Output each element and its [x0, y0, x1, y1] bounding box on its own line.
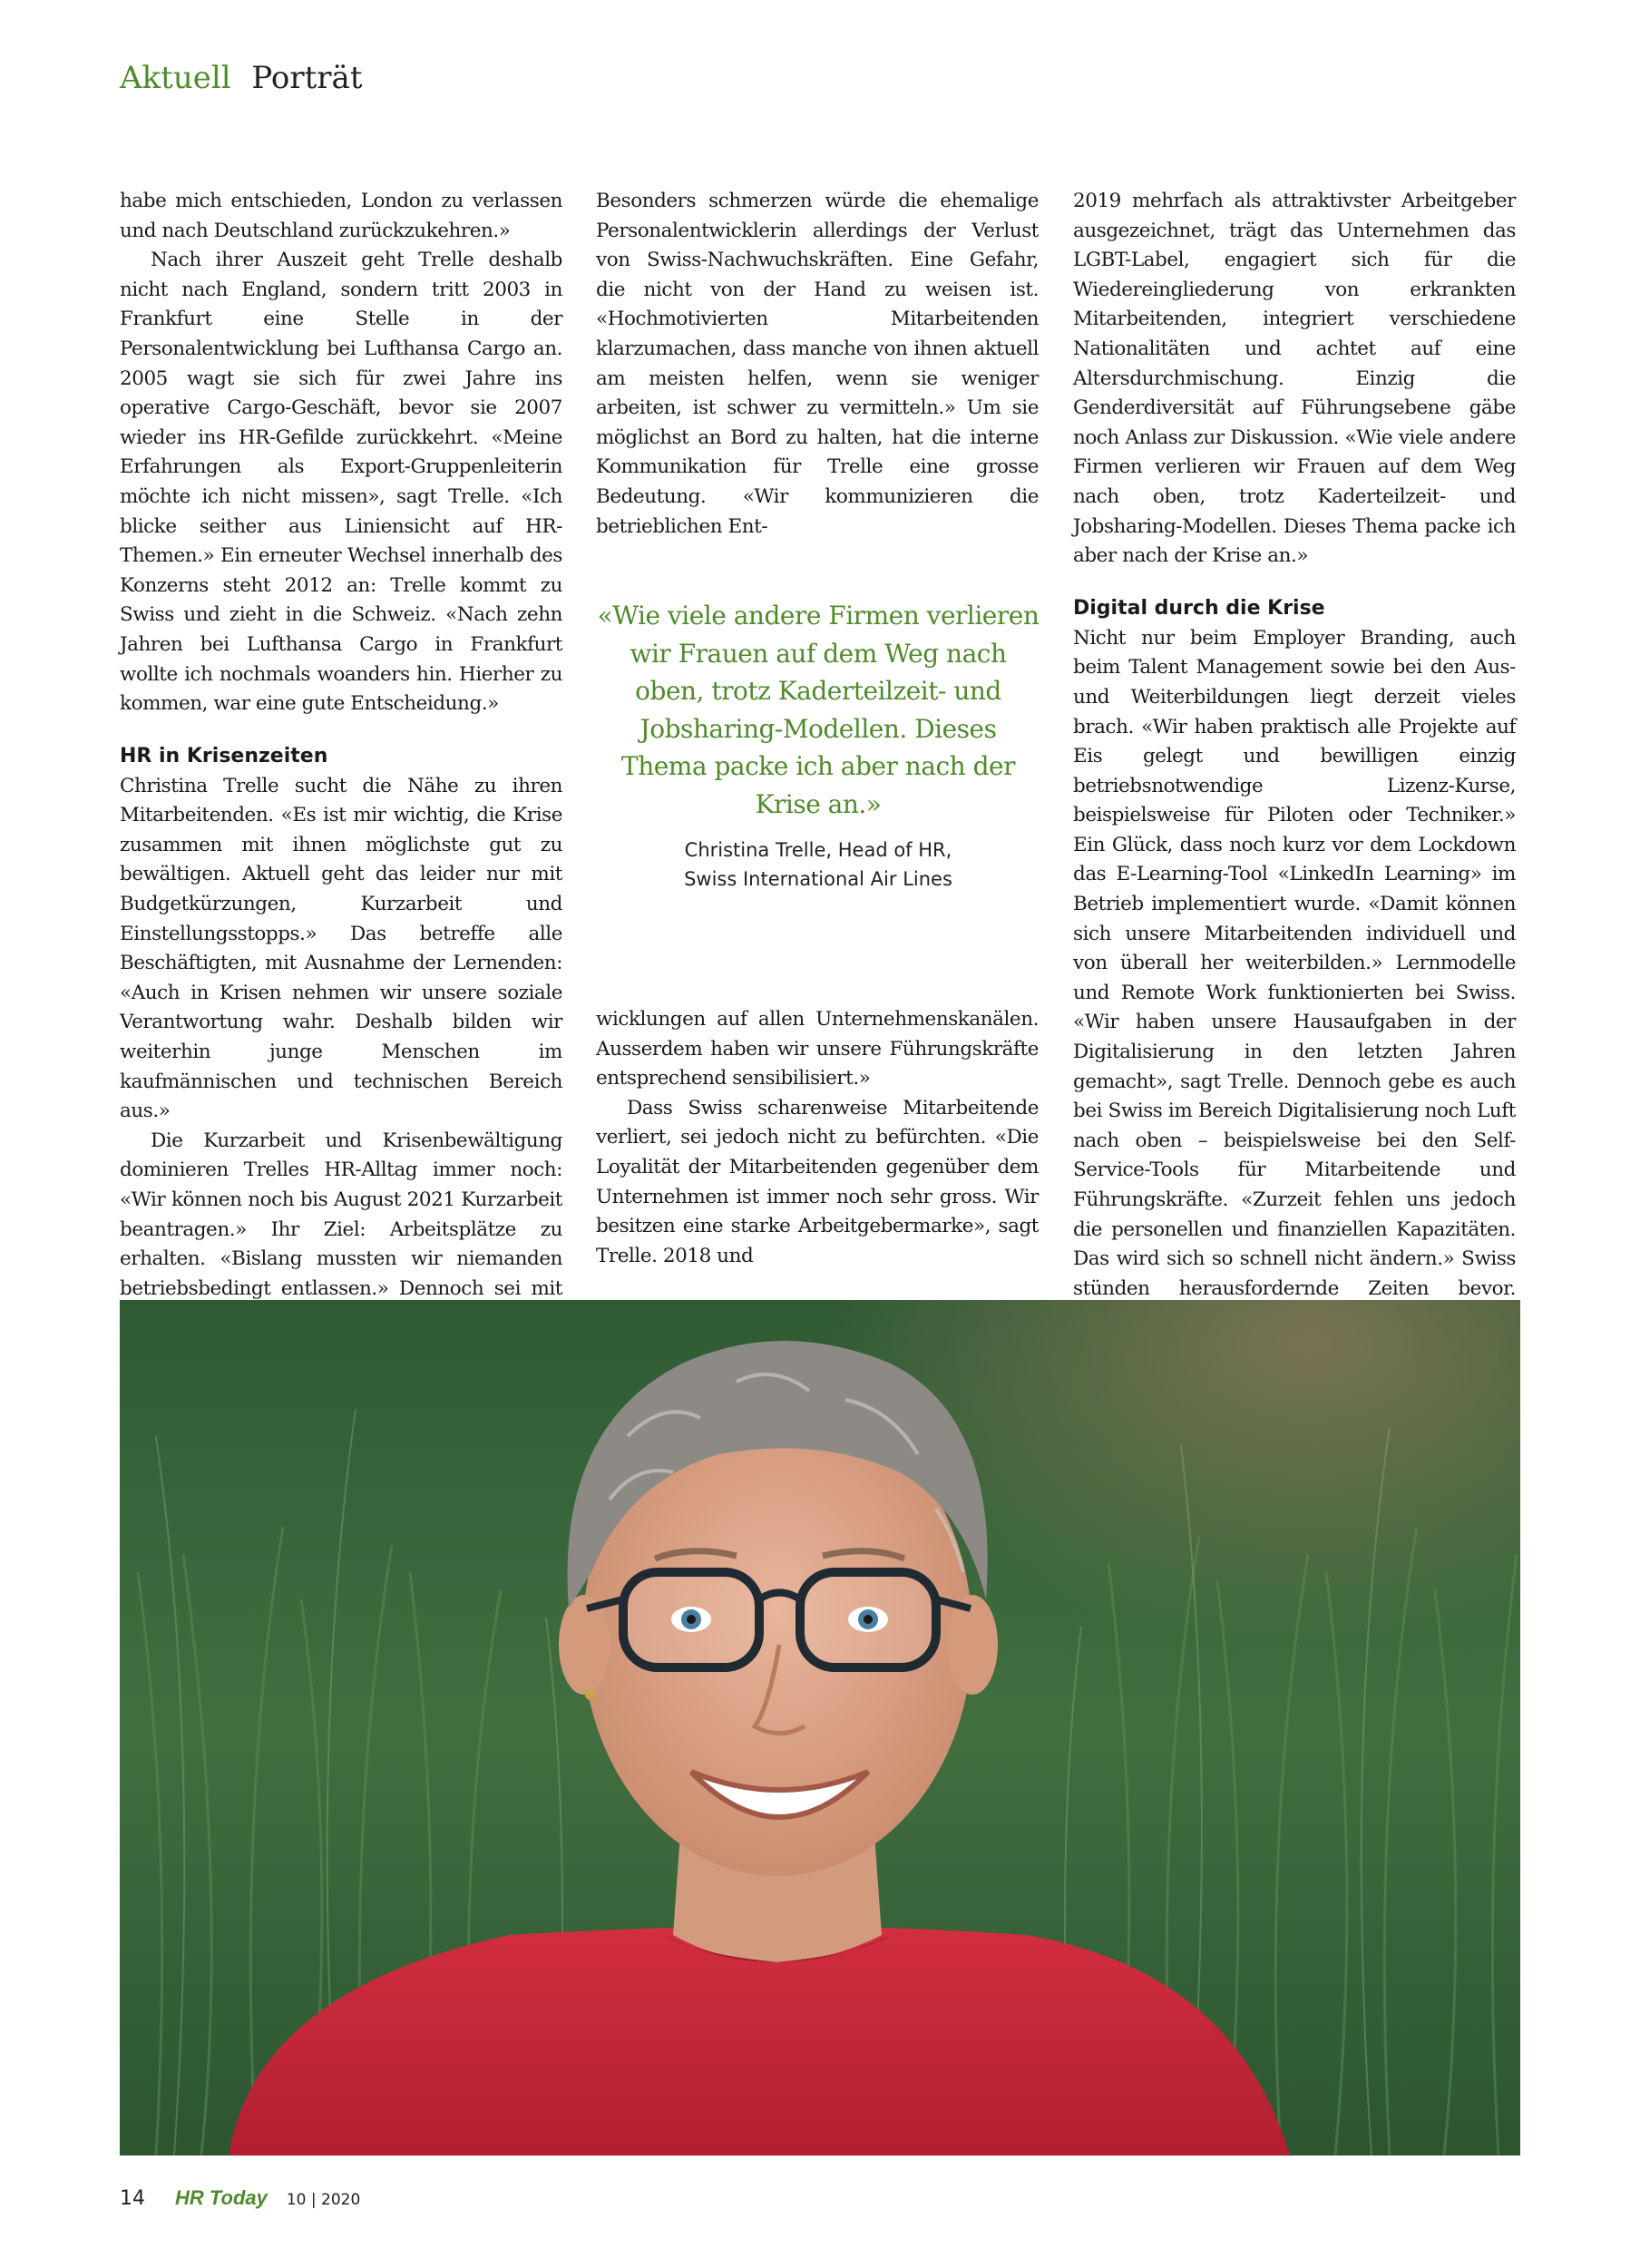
article-column-3 [1073, 187, 1516, 1364]
article-column-1 [120, 187, 562, 1393]
subheading: Digital durch die Krise [1073, 596, 1325, 620]
page-header [120, 60, 362, 96]
page-number: 14 [120, 2187, 145, 2210]
left-ear [559, 1595, 610, 1695]
paragraph: habe mich entschieden, London zu verlassen und nach Deutschland zurückzukehren.» [120, 190, 562, 242]
right-ear [947, 1595, 998, 1695]
article-column-2-top [596, 187, 1039, 542]
paragraph-text: Nicht nur beim Employer Branding, auch beim Talent Management sowie bei den Aus- und Weiterbildungen liegt derzeit vieles brach. «Wir haben praktisch alle Projekte auf Eis gelegt und bewilligen einzig betriebsnotwendige Lizenz-Kurse, beispielsweise für Piloten oder Techniker.» Ein Glück, dass noch kurz vor dem Lockdown das E-Learning-Tool «LinkedIn Learning» im Betrieb implementiert wurde. «Damit können sich unsere Mitarbeitenden individuell und von überall her weiterbilden.» Lernmodelle und Remote Work funktionierten bei Swiss. «Wir haben unsere Hausaufgaben in der Digitalisierung in den letzten Jahren gemacht», sagt Trelle. Dennoch gebe es auch bei Swiss im Bereich Digitalisierung noch Luft nach oben – beispielsweise bei den Self-Service-Tools für Mitarbeitende und Führungskräfte. «Zurzeit fehlen uns jedoch die personellen und finanziellen Kapazitäten. Das wird sich so schnell nicht ändern.» Swiss stünden herausfordernde Zeiten bevor. [1073, 626, 1516, 1300]
attribution-line: Christina Trelle, Head of HR, [684, 839, 952, 861]
attribution-line: Swiss International Air Lines [684, 868, 952, 890]
pull-quote-text: «Wie viele andere Firmen verlieren wir Frauen auf dem Weg nach oben, trotz Kaderteilzeit- und Jobsharing-Modellen. Dieses Thema packe ich aber nach der Krise an.» [597, 601, 1040, 819]
subheading: HR in Krisenzeiten [120, 744, 328, 767]
paragraph: 2019 mehrfach als attraktivster Arbeitgeber ausgezeichnet, trägt das Unternehmen das LGBT-Label, engagiert sich für die Wiedereingliederung von erkrankten Mitarbeitenden, integriert verschiedene Nationalitäten und achtet auf eine Altersdurchmischung. Einzig die Genderdiversität auf Führungsebene gäbe noch Anlass zur Diskussion. «Wie viele andere Firmen verlieren wir Frauen auf dem Weg nach oben, trotz Kaderteilzeit- und Jobsharing-Modellen. Dieses Thema packe ich aber nach der Krise an.» [1073, 190, 1516, 568]
paragraph: Besonders schmerzen würde die ehemalige Personalentwicklerin allerdings der Verlust von Swiss-Nachwuchskräften. Eine Gefahr, die nicht von der Hand zu weisen ist. «Hochmotivierten Mitarbeitenden klarzumachen, dass manche von ihnen aktuell am meisten helfen, wenn sie weniger arbeiten, ist schwer zu vermitteln.» Um sie möglichst an Bord zu halten, hat die interne Kommunikation für Trelle eine grosse Bedeutung. «Wir kommunizieren die betrieblichen Ent- [596, 190, 1039, 538]
paragraph [1073, 624, 1516, 1364]
portrait-photo [120, 1300, 1520, 2156]
page-footer [120, 2186, 360, 2210]
paragraph: wicklungen auf allen Unternehmenskanälen. Ausserdem haben wir unsere Führungskräfte entsprechend sensibilisiert.» [596, 1008, 1039, 1090]
paragraph: Dass Swiss scharenweise Mitarbeitende verliert, sei jedoch nicht zu befürchten. «Die Loyalität der Mitarbeitenden gegenüber dem Unternehmen ist immer noch sehr gross. Wir besitzen eine starke Arbeitgebermarke», sagt Trelle. 2018 und [596, 1096, 1039, 1267]
section-label: Aktuell [120, 60, 231, 96]
magazine-brand: HR Today [175, 2186, 268, 2209]
pull-quote-attribution [596, 836, 1040, 894]
issue-number: 10 | 2020 [286, 2191, 361, 2209]
subsection-label: Porträt [251, 60, 363, 96]
article-column-2-bottom [596, 1005, 1039, 1271]
earring [585, 1689, 596, 1700]
portrait-illustration [120, 1300, 1520, 2156]
paragraph: Nach ihrer Auszeit geht Trelle deshalb nicht nach England, sondern tritt 2003 in Frankfurt eine Stelle in der Personalentwicklung bei Lufthansa Cargo an. 2005 wagt sie sich für zwei Jahre ins operative Cargo-Geschäft, bevor sie 2007 wieder ins HR-Gefilde zurückkehrt. «Meine Erfahrungen als Export-Gruppenleiterin möchte ich nicht missen», sagt Trelle. «Ich blicke seither aus Liniensicht auf HR-Themen.» Ein erneuter Wechsel innerhalb des Konzerns steht 2012 an: Trelle kommt zu Swiss und zieht in die Schweiz. «Nach zehn Jahren bei Lufthansa Cargo in Frankfurt wollte ich nochmals woanders hin. Hierher zu kommen, war eine gute Entscheidung.» [120, 249, 562, 716]
pull-quote [596, 597, 1040, 894]
paragraph: Die Kurzarbeit und Krisenbewältigung dominieren Trelles HR-Alltag immer noch: «Wir können noch bis August 2021 Kurzarbeit beantragen.» Ihr Ziel: Arbeitsplätze zu erhalten. «Bislang mussten wir niemanden betriebsbedingt entlassen.» Dennoch sei mit [120, 1129, 562, 1300]
paragraph: Christina Trelle sucht die Nähe zu ihren Mitarbeitenden. «Es ist mir wichtig, die Krise zusammen mit ihnen möglichste gut zu bewältigen. Aktuell geht das leider nur mit Budgetkürzungen, Kurzarbeit und Einstellungsstopps.» Das betreffe alle Beschäftigten, mit Ausnahme der Lernenden: «Auch in Krisen nehmen wir unsere soziale Verantwortung wahr. Deshalb bilden wir weiterhin junge Menschen im kaufmännischen und technischen Bereich aus.» [120, 774, 562, 1123]
